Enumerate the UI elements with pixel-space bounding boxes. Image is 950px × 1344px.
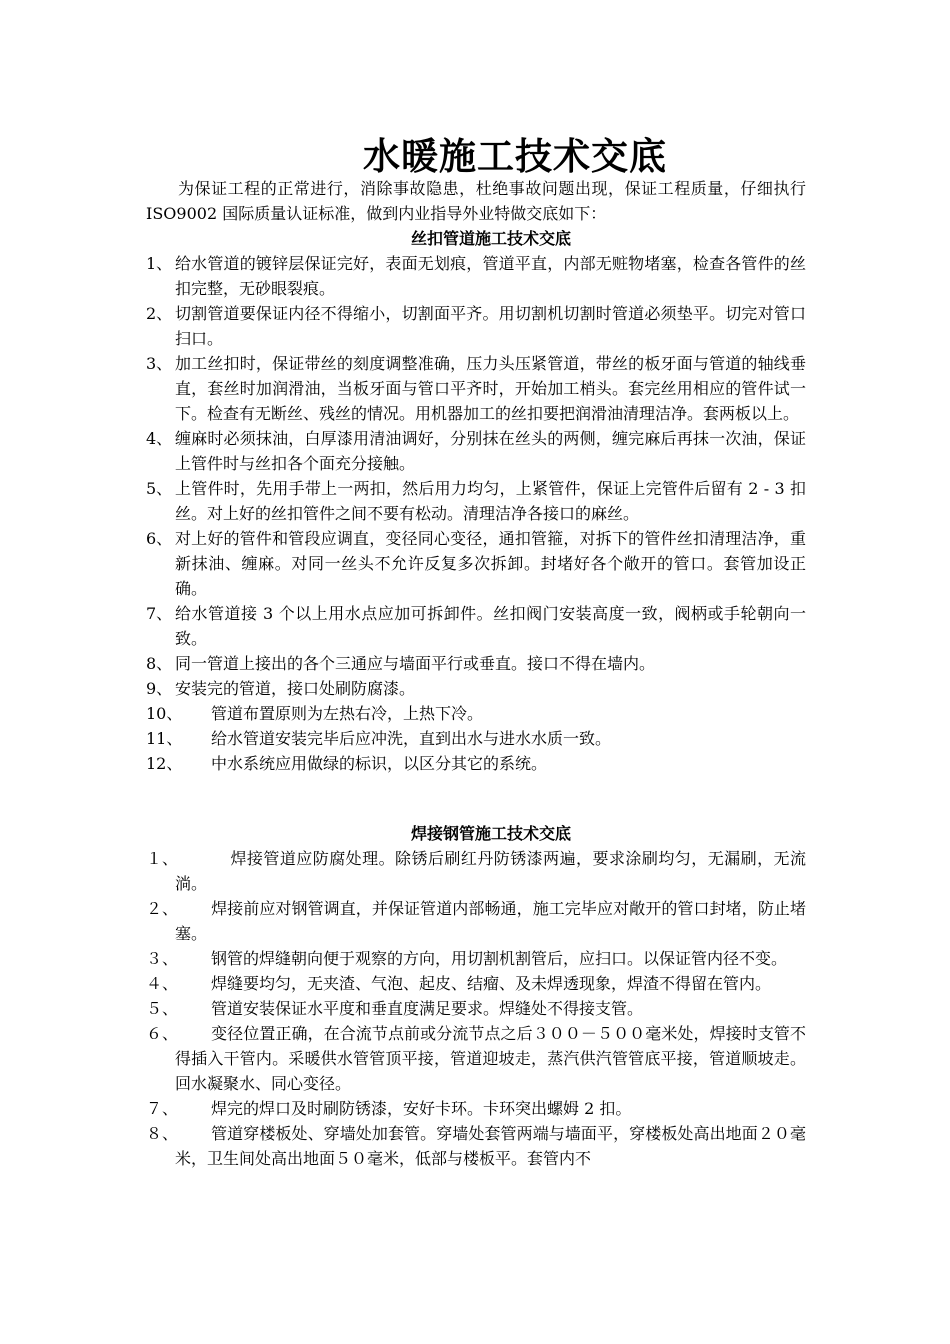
list-item bbox=[146, 301, 806, 351]
item-number: 5、 bbox=[146, 479, 173, 498]
item-number: ４、 bbox=[146, 974, 179, 993]
item-number: 3、 bbox=[146, 354, 173, 373]
list-item bbox=[146, 426, 806, 476]
intro-paragraph: 为保证工程的正常进行，消除事故隐患，杜绝事故问题出现，保证工程质量，仔细执行 ISO9002 国际质量认证标准，做到内业指导外业特做交底如下： bbox=[146, 179, 806, 223]
list-item bbox=[146, 351, 806, 426]
section-heading-weld: 焊接钢管施工技术交底 bbox=[410, 824, 571, 843]
list-item bbox=[146, 751, 806, 776]
item-text: 管道布置原则为左热右冷，上热下冷。 bbox=[211, 704, 484, 723]
thread-pipe-list bbox=[146, 251, 806, 776]
list-item bbox=[146, 1096, 806, 1121]
item-text: 缠麻时必须抹油，白厚漆用清油调好，分别抹在丝头的两侧，缠完麻后再抹一次油，保证上管件时与丝扣各个面充分接触。 bbox=[175, 429, 806, 473]
item-number: 4、 bbox=[146, 429, 173, 448]
item-text: 给水管道接 3 个以上用水点应加可拆卸件。丝扣阀门安装高度一致，阀柄或手轮朝向一致。 bbox=[175, 604, 806, 648]
list-item bbox=[146, 251, 806, 301]
list-item bbox=[146, 846, 806, 896]
list-item bbox=[146, 971, 806, 996]
list-item bbox=[146, 1021, 806, 1096]
list-item bbox=[146, 1121, 806, 1171]
item-text: 给水管道的镀锌层保证完好，表面无划痕，管道平直，内部无赃物堵塞，检查各管件的丝扣完整，无砂眼裂痕。 bbox=[175, 254, 806, 298]
list-item bbox=[146, 676, 806, 701]
item-number: 2、 bbox=[146, 304, 173, 323]
item-text: 切割管道要保证内径不得缩小，切割面平齐。用切割机切割时管道必须垫平。切完对管口扫口。 bbox=[175, 304, 806, 348]
item-number: 12、 bbox=[146, 754, 183, 773]
item-number: ７、 bbox=[146, 1099, 179, 1118]
item-number: ６、 bbox=[146, 1024, 179, 1043]
section-heading-thread: 丝扣管道施工技术交底 bbox=[410, 229, 571, 248]
item-number: ２、 bbox=[146, 899, 179, 918]
list-item bbox=[146, 476, 806, 526]
list-item bbox=[146, 526, 806, 601]
item-number: ５、 bbox=[146, 999, 179, 1018]
item-number: 9、 bbox=[146, 679, 173, 698]
list-item bbox=[146, 601, 806, 651]
item-number: ３、 bbox=[146, 949, 179, 968]
document-title: 水暖施工技术交底 bbox=[363, 134, 667, 178]
list-item bbox=[146, 896, 806, 946]
item-number: 1、 bbox=[146, 254, 173, 273]
item-number: １、 bbox=[146, 849, 179, 868]
item-text: 钢管的焊缝朝向便于观察的方向，用切割机割管后，应扫口。以保证管内径不变。 bbox=[211, 949, 788, 968]
item-text: 焊接管道应防腐处理。除锈后刷红丹防锈漆两遍，要求涂刷均匀，无漏刷，无流淌。 bbox=[175, 849, 806, 893]
item-text: 焊完的焊口及时刷防锈漆，安好卡环。卡环突出螺姆 2 扣。 bbox=[211, 1099, 632, 1118]
item-number: ８、 bbox=[146, 1124, 179, 1143]
item-text: 安装完的管道，接口处刷防腐漆。 bbox=[175, 679, 416, 698]
item-number: 8、 bbox=[146, 654, 173, 673]
list-item bbox=[146, 726, 806, 751]
item-text: 焊接前应对钢管调直，并保证管道内部畅通，施工完毕应对敞开的管口封堵，防止堵塞。 bbox=[175, 899, 806, 943]
list-item bbox=[146, 996, 806, 1021]
item-text: 管道安装保证水平度和垂直度满足要求。焊缝处不得接支管。 bbox=[211, 999, 644, 1018]
item-text: 对上好的管件和管段应调直，变径同心变径，通扣管箍，对拆下的管件丝扣清理洁净，重新抹油、缠麻。对同一丝头不允许反复多次拆卸。封堵好各个敞开的管口。套管加设正确。 bbox=[175, 529, 806, 598]
item-number: 11、 bbox=[146, 729, 183, 748]
item-text: 同一管道上接出的各个三通应与墙面平行或垂直。接口不得在墙内。 bbox=[175, 654, 656, 673]
weld-pipe-list bbox=[146, 846, 806, 1171]
item-number: 6、 bbox=[146, 529, 173, 548]
list-item bbox=[146, 651, 806, 676]
item-text: 给水管道安装完毕后应冲洗，直到出水与进水水质一致。 bbox=[211, 729, 612, 748]
item-text: 加工丝扣时，保证带丝的刻度调整准确，压力头压紧管道，带丝的板牙面与管道的轴线垂直，套丝时加润滑油，当板牙面与管口平齐时，开始加工梢头。套完丝用相应的管件试一下。检查有无断丝、残丝的情况。用机器加工的丝扣要把润滑油清理洁净。套两板以上。 bbox=[175, 354, 806, 423]
item-text: 管道穿楼板处、穿墙处加套管。穿墙处套管两端与墙面平，穿楼板处高出地面２０毫米，卫生间处高出地面５０毫米，低部与楼板平。套管内不 bbox=[175, 1124, 806, 1168]
item-number: 10、 bbox=[146, 704, 183, 723]
item-text: 中水系统应用做绿的标识，以区分其它的系统。 bbox=[211, 754, 548, 773]
item-text: 焊缝要均匀，无夹渣、气泡、起皮、结瘤、及未焊透现象，焊渣不得留在管内。 bbox=[211, 974, 772, 993]
item-text: 上管件时，先用手带上一两扣，然后用力均匀，上紧管件，保证上完管件后留有 2 - 3 扣丝。对上好的丝扣管件之间不要有松动。清理洁净各接口的麻丝。 bbox=[175, 479, 806, 523]
list-item bbox=[146, 946, 806, 971]
item-text: 变径位置正确，在合流节点前或分流节点之后３００－５００毫米处，焊接时支管不得插入干管内。采暖供水管管顶平接，管道迎坡走，蒸汽供汽管管底平接，管道顺坡走。回水凝聚水、同心变径。 bbox=[175, 1024, 806, 1093]
list-item bbox=[146, 701, 806, 726]
item-number: 7、 bbox=[146, 604, 173, 623]
